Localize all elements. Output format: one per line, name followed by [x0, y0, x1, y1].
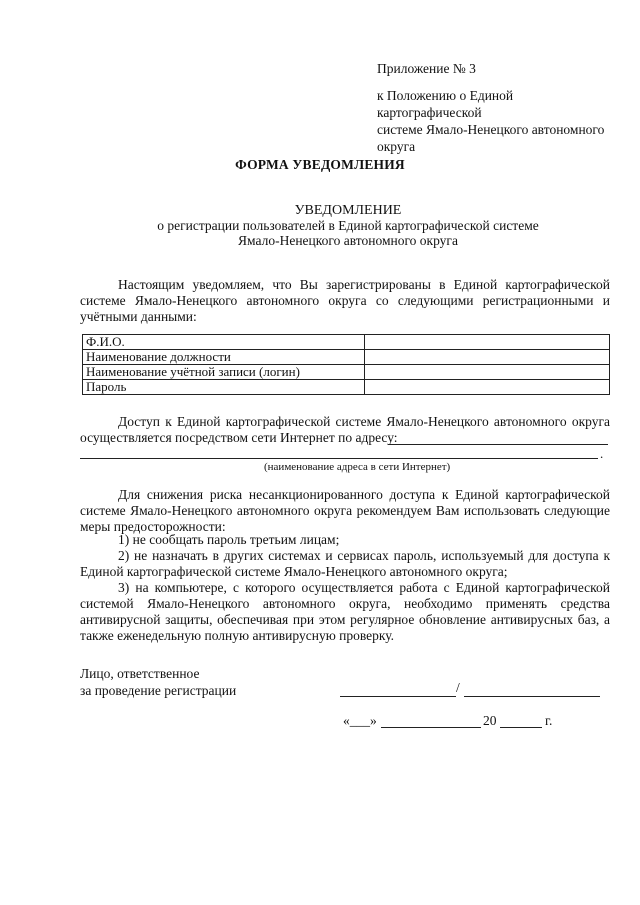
notice-heading: УВЕДОМЛЕНИЕ: [294, 203, 402, 218]
notice-line-2: Ямало-Ненецкого автономного округа: [238, 233, 458, 248]
risk-paragraph: [80, 487, 610, 535]
notice-line-1: о регистрации пользователей в Единой картографической системе: [157, 218, 539, 233]
signature-line[interactable]: [340, 696, 456, 697]
signature-label-line-1: Лицо, ответственное: [80, 666, 200, 681]
table-row: [83, 365, 610, 380]
date-year-line[interactable]: [500, 727, 542, 728]
table-cell-label: Наименование учётной записи (логин): [83, 365, 365, 380]
registration-table: [82, 334, 610, 395]
access-paragraph: [80, 414, 610, 446]
appendix-block: [377, 60, 617, 155]
date-year-suffix: г.: [545, 713, 553, 728]
table-cell-value[interactable]: [365, 350, 610, 365]
signature-name-line[interactable]: [464, 696, 600, 697]
appendix-number: Приложение № 3: [377, 61, 476, 76]
table-cell-label: Пароль: [83, 380, 365, 395]
address-caption: (наименование адреса в сети Интернет): [264, 461, 451, 473]
table-cell-label: Наименование должности: [83, 350, 365, 365]
notice-heading-block: [0, 203, 640, 248]
risk-list: [80, 532, 610, 644]
appendix-line-2: системе Ямало-Ненецкого автономного: [377, 122, 605, 137]
appendix-line-1: к Положению о Единой картографической: [377, 88, 514, 120]
list-item: 2) не назначать в других системах и сервисах пароль, используемый для доступа к Единой картографической системе Ямало-Ненецкого автономного округа;: [80, 548, 610, 579]
intro-text: Настоящим уведомляем, что Вы зарегистрированы в Единой картографической системе Ямало-Ненецкого автономного округа со следующими регистрационными и учётными данными:: [80, 277, 610, 324]
date-month-line[interactable]: [381, 727, 481, 728]
form-title: ФОРМА УВЕДОМЛЕНИЯ: [235, 157, 405, 172]
table-cell-label: Ф.И.О.: [83, 335, 365, 350]
address-end-dot: .: [600, 446, 604, 461]
appendix-line-3: округа: [377, 139, 416, 154]
signature-label-block: [80, 665, 236, 699]
address-line-1[interactable]: [388, 444, 608, 445]
table-cell-value[interactable]: [365, 365, 610, 380]
signature-slash: /: [456, 680, 460, 695]
table-row: [83, 380, 610, 395]
table-cell-value[interactable]: [365, 380, 610, 395]
list-item: 1) не сообщать пароль третьим лицам;: [118, 532, 340, 547]
table-row: [83, 350, 610, 365]
risk-intro: Для снижения риска несанкционированного доступа к Единой картографической системе Ямало-Ненецкого автономного округа рекомендуем Вам использовать следующие меры предосторожности:: [80, 487, 610, 534]
date-day: «___»: [343, 713, 377, 728]
access-text: Доступ к Единой картографической системе Ямало-Ненецкого автономного округа осуществляется посредством сети Интернет по адресу:: [80, 414, 610, 445]
date-year-prefix: 20: [483, 713, 497, 728]
address-line-2[interactable]: [80, 458, 598, 459]
table-cell-value[interactable]: [365, 335, 610, 350]
intro-paragraph: [80, 277, 610, 325]
list-item: 3) на компьютере, с которого осуществляется работа с Единой картографической системой Ямало-Ненецкого автономного округа, необходимо применять средства антивирусной защиты, обеспечивая при этом регулярное обновление антивирусных баз, а также еженедельную полную антивирусную проверку.: [80, 580, 610, 643]
table-row: [83, 335, 610, 350]
signature-label-line-2: за проведение регистрации: [80, 683, 237, 698]
